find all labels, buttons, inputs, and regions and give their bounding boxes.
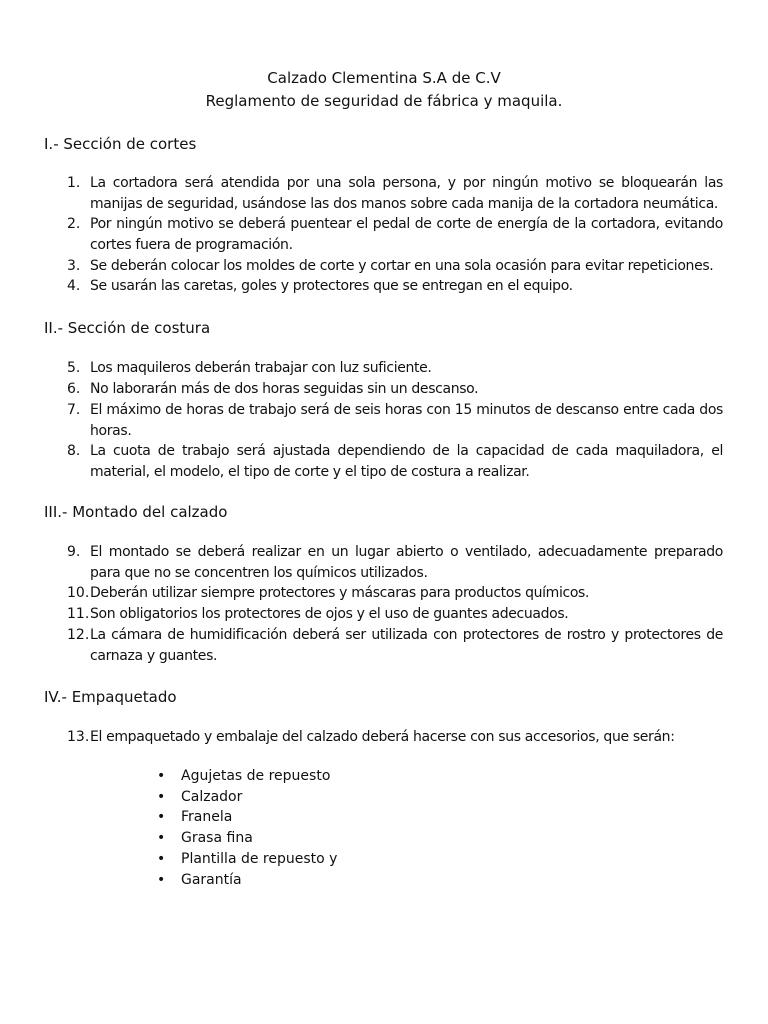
- accessory-list-item: [157, 787, 242, 808]
- accessory-list-item: [157, 828, 253, 849]
- accessory-list-item: [157, 766, 330, 787]
- rule-item-9: [67, 542, 723, 583]
- accessory-text: Garantía: [181, 872, 242, 888]
- accessory-text: Agujetas de repuesto: [181, 768, 331, 784]
- section-heading-cortes: I.- Sección de cortes: [44, 135, 197, 153]
- bullet-icon: •: [157, 872, 166, 888]
- section-heading-montado: III.- Montado del calzado: [44, 503, 228, 521]
- rule-text: La cortadora será atendida por una sola persona, y por ningún motivo se bloquearán las manijas de seguridad, usándose las dos manos sobre cada manija de la cortadora neumática.: [90, 175, 723, 212]
- document-subtitle: Reglamento de seguridad de fábrica y maquila.: [205, 92, 563, 110]
- rule-number: 4.: [67, 278, 81, 294]
- rule-number: 5.: [67, 360, 81, 376]
- accessory-text: Grasa fina: [181, 830, 253, 846]
- bullet-icon: •: [157, 809, 166, 825]
- accessory-list-item: [157, 807, 232, 828]
- rule-item-12: [67, 625, 723, 666]
- rule-item-13: [67, 727, 723, 748]
- rule-text: La cámara de humidificación deberá ser utilizada con protectores de rostro y protectores de carnaza y guantes.: [90, 627, 723, 664]
- bullet-icon: •: [157, 768, 166, 784]
- accessory-text: Calzador: [181, 789, 243, 805]
- rule-text: Son obligatorios los protectores de ojos y el uso de guantes adecuados.: [90, 606, 569, 622]
- rule-text: El máximo de horas de trabajo será de seis horas con 15 minutos de descanso entre cada dos horas.: [90, 402, 723, 439]
- rule-number: 11.: [67, 606, 90, 622]
- rule-text: Deberán utilizar siempre protectores y máscaras para productos químicos.: [90, 585, 590, 601]
- rule-item-2: [67, 214, 723, 255]
- accessory-list-item: [157, 870, 242, 891]
- rule-item-8: [67, 441, 723, 482]
- rule-text: La cuota de trabajo será ajustada dependiendo de la capacidad de cada maquiladora, el material, el modelo, el tipo de corte y el tipo de costura a realizar.: [90, 443, 723, 480]
- rule-text: Los maquileros deberán trabajar con luz suficiente.: [90, 360, 432, 376]
- rule-number: 1.: [67, 175, 81, 191]
- rule-item-6: [67, 379, 723, 400]
- section-heading-empaquetado: IV.- Empaquetado: [44, 688, 177, 706]
- rule-number: 9.: [67, 544, 81, 560]
- rule-text: El montado se deberá realizar en un lugar abierto o ventilado, adecuadamente preparado para que no se concentren los químicos utilizados.: [90, 544, 723, 581]
- bullet-icon: •: [157, 830, 166, 846]
- rule-number: 12.: [67, 627, 90, 643]
- rule-item-1: [67, 173, 723, 214]
- rule-text: No laborarán más de dos horas seguidas sin un descanso.: [90, 381, 479, 397]
- rule-text: El empaquetado y embalaje del calzado deberá hacerse con sus accesorios, que serán:: [90, 729, 675, 745]
- rule-number: 13.: [67, 729, 90, 745]
- document-title: Calzado Clementina S.A de C.V: [267, 69, 501, 87]
- rule-text: Por ningún motivo se deberá puentear el pedal de corte de energía de la cortadora, evitando cortes fuera de programación.: [90, 216, 723, 253]
- rule-number: 2.: [67, 216, 81, 232]
- rule-number: 3.: [67, 258, 81, 274]
- rule-item-11: [67, 604, 723, 625]
- rule-item-7: [67, 400, 723, 441]
- accessory-list-item: [157, 849, 337, 870]
- rule-text: Se usarán las caretas, goles y protectores que se entregan en el equipo.: [90, 278, 573, 294]
- accessory-text: Plantilla de repuesto y: [181, 851, 338, 867]
- accessory-text: Franela: [181, 809, 233, 825]
- section-heading-costura: II.- Sección de costura: [44, 319, 211, 337]
- rule-number: 7.: [67, 402, 81, 418]
- rule-number: 6.: [67, 381, 81, 397]
- rule-number: 10.: [67, 585, 90, 601]
- bullet-icon: •: [157, 851, 166, 867]
- rule-item-3: [67, 256, 723, 277]
- bullet-icon: •: [157, 789, 166, 805]
- rule-item-10: [67, 583, 723, 604]
- rule-item-5: [67, 358, 723, 379]
- rule-text: Se deberán colocar los moldes de corte y cortar en una sola ocasión para evitar repeticiones.: [90, 258, 714, 274]
- rule-item-4: [67, 276, 723, 297]
- rule-number: 8.: [67, 443, 81, 459]
